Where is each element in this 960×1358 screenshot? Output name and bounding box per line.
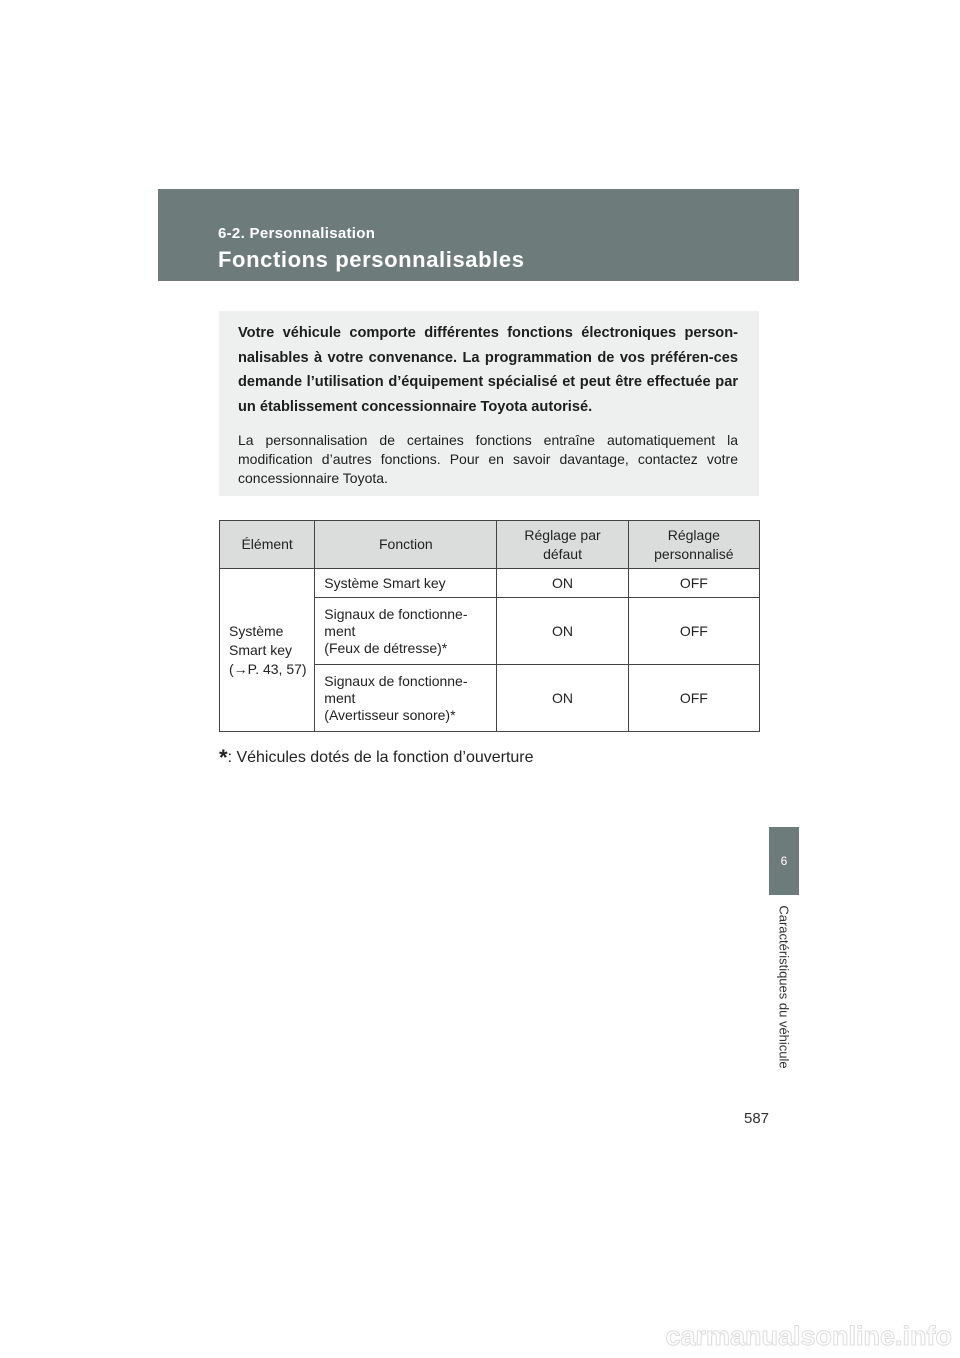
function-line2: ment (324, 689, 356, 706)
footnote-asterisk: * (219, 745, 228, 770)
header-custom-line2: personnalisé (654, 545, 734, 562)
chapter-name: Caractéristiques du véhicule (776, 905, 792, 1069)
settings-table (219, 520, 760, 732)
header-custom-line1: Réglage (667, 526, 720, 543)
function-line2: ment (324, 622, 356, 639)
element-line2: Smart key (229, 641, 293, 658)
intro-bold-paragraph: Votre véhicule comporte différentes fonctions électroniques person-nalisables à votre convenance. La programmation de vos préféren-ces demande l’utilisation d’équipement spécialisé et peut être effectuée par un établissement concessionnaire Toyota autorisé. (238, 325, 738, 415)
header-function-label: Fonction (378, 536, 433, 552)
element-cell (220, 569, 315, 732)
function-line1: Signaux de fonctionne- (324, 672, 468, 689)
function-cell (315, 665, 497, 732)
default-cell: ON (497, 665, 628, 732)
custom-cell: OFF (628, 598, 759, 665)
intro-box (219, 311, 759, 496)
header-custom (628, 521, 759, 569)
function-cell (315, 569, 497, 598)
footnote (219, 745, 534, 771)
header-default (497, 521, 628, 569)
element-line1: Système (229, 622, 284, 639)
function-line1: Signaux de fonctionne- (324, 605, 468, 622)
function-line3: (Feux de détresse)* (324, 639, 448, 656)
header-element-label: Élément (241, 536, 293, 552)
header-element (220, 521, 315, 569)
header-function (315, 521, 497, 569)
page-title: Fonctions personnalisables (218, 247, 525, 272)
intro-normal-paragraph: La personnalisation de certaines fonctions entraîne automatiquement la modification d’autres fonctions. Pour en savoir davantage, contactez votre concessionnaire Toyota. (238, 432, 738, 486)
chapter-tab: 6 (769, 827, 799, 895)
element-page-reference: (→P. 43, 57) (229, 660, 307, 677)
page-number: 587 (744, 1110, 770, 1127)
custom-cell: OFF (628, 665, 759, 732)
section-label: 6-2. Personnalisation (218, 225, 376, 242)
function-line1: Système Smart key (324, 574, 446, 591)
function-line3: (Avertisseur sonore)* (324, 706, 456, 723)
footnote-text: : Véhicules dotés de la fonction d’ouverture (227, 749, 534, 766)
header-default-line1: Réglage par (524, 526, 601, 543)
watermark-text: carmanualsonline.info (665, 1321, 952, 1351)
header-default-line2: défaut (543, 545, 582, 562)
table-header-row (220, 521, 760, 569)
section-header (158, 189, 799, 281)
table-row (220, 569, 760, 598)
default-cell: ON (497, 569, 628, 598)
watermark-logo (0, 1307, 960, 1358)
default-cell: ON (497, 598, 628, 665)
custom-cell: OFF (628, 569, 759, 598)
function-cell (315, 598, 497, 665)
